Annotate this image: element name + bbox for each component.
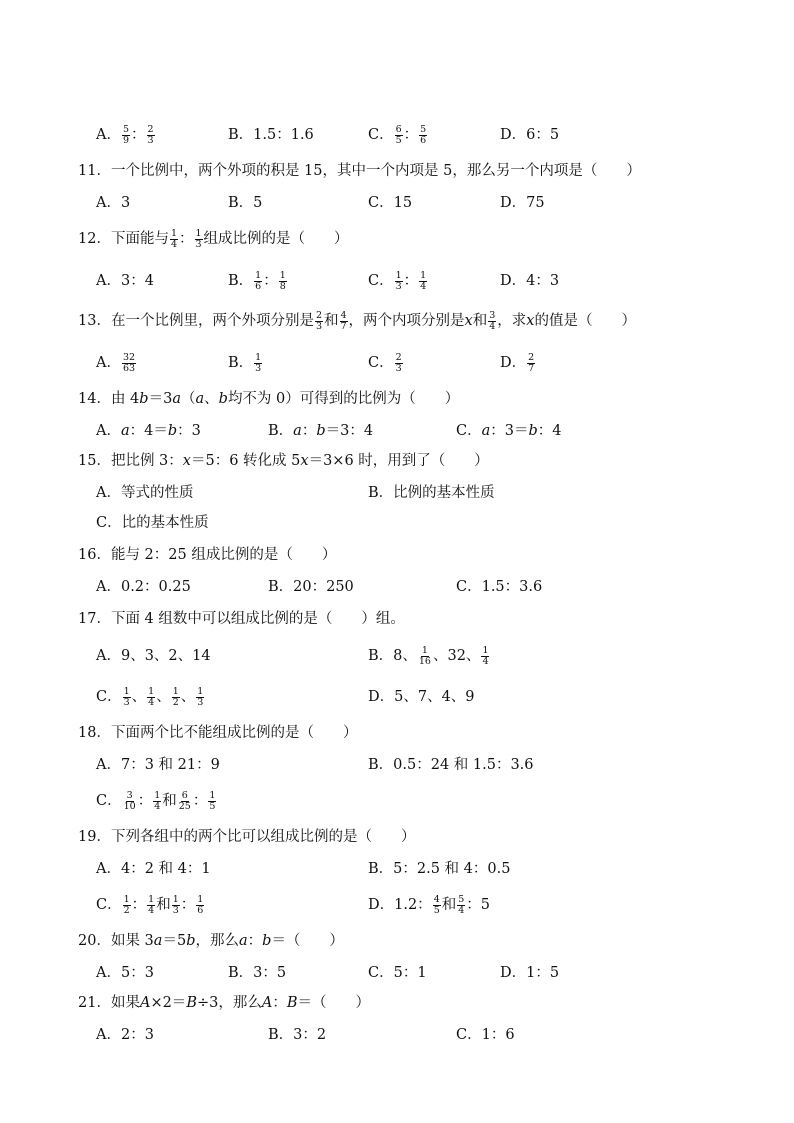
fraction-denominator: 16 (418, 655, 431, 667)
answer-option (96, 478, 193, 508)
fraction-denominator: 3 (395, 280, 402, 292)
fraction-numerator: 6 (395, 123, 402, 135)
text-run: 20．如果 3 (78, 933, 154, 949)
text-run: A．3 (96, 195, 131, 211)
fraction (527, 353, 535, 374)
question-text (78, 822, 415, 852)
text-run: ：3＝ (490, 423, 529, 439)
fraction-denominator: 3 (395, 362, 402, 374)
fraction (196, 895, 204, 916)
fraction-numerator: 1 (395, 269, 402, 281)
variable: B (186, 995, 197, 1011)
answer-option (268, 1020, 326, 1050)
text-run: ，求 (497, 313, 527, 329)
answer-option (368, 266, 428, 296)
fraction-numerator: 1 (255, 351, 262, 363)
answer-option (368, 682, 475, 712)
fraction-denominator: 4 (148, 904, 155, 916)
fraction-denominator: 3 (123, 696, 130, 708)
answer-option (96, 641, 211, 671)
fraction-numerator: 4 (340, 309, 347, 321)
fraction (170, 229, 178, 250)
text-run: 和 (162, 793, 177, 809)
question-text (78, 224, 349, 254)
text-run: C．比的基本性质 (96, 515, 209, 531)
fraction-numerator: 6 (181, 789, 188, 801)
fraction-numerator: 1 (170, 227, 177, 239)
text-run: C． (368, 273, 394, 289)
text-run: A． (96, 423, 121, 439)
fraction-numerator: 32 (122, 351, 136, 363)
text-run: 的值是（ ） (534, 313, 636, 329)
text-run: B． (228, 355, 254, 371)
question-text (78, 604, 405, 634)
text-line (0, 306, 794, 336)
fraction (153, 791, 161, 812)
fraction-denominator: 4 (170, 238, 177, 250)
text-run: A．4：2 和 4：1 (96, 861, 211, 877)
text-run: 21．如果 (78, 995, 140, 1011)
answer-option (268, 572, 354, 602)
variable: a (153, 933, 163, 949)
answer-option (96, 890, 205, 920)
text-run: D．6：5 (500, 127, 560, 143)
text-run: 19．下列各组中的两个比可以组成比例的是（ ） (78, 829, 416, 845)
fraction-numerator: 4 (433, 893, 440, 905)
fraction-denominator: 3 (197, 696, 204, 708)
fraction (457, 895, 465, 916)
variable: b (528, 423, 538, 439)
answer-option (96, 120, 156, 150)
fraction-numerator: 1 (197, 685, 204, 697)
answer-option (228, 266, 288, 296)
text-run: 、 (180, 689, 196, 705)
text-run: B．3：5 (228, 965, 287, 981)
answer-option (368, 188, 412, 218)
text-run: ＝3：4 (325, 423, 374, 439)
text-run: ： (403, 127, 419, 143)
text-run: D．75 (500, 195, 545, 211)
variable: b (167, 423, 178, 439)
text-line (0, 156, 794, 186)
answer-option (456, 416, 562, 446)
text-run: A．2：3 (96, 1027, 154, 1043)
answer-option (456, 1020, 515, 1050)
text-run: B．5：2.5 和 4：0.5 (368, 861, 511, 877)
text-line (0, 120, 794, 150)
text-run: ： (131, 897, 147, 913)
text-run: ： (272, 995, 287, 1011)
text-run: 17．下面 4 组数中可以组成比例的是（ ）组。 (78, 611, 405, 627)
fraction-denominator: 4 (154, 800, 161, 812)
answer-option (228, 120, 314, 150)
text-line (0, 446, 794, 476)
variable: b (316, 423, 326, 439)
fraction (419, 125, 427, 146)
fraction-denominator: 3 (255, 362, 262, 374)
fraction-denominator: 7 (340, 320, 347, 332)
text-run: C． (96, 793, 122, 809)
text-run: ：4 (537, 423, 562, 439)
fraction-denominator: 4 (489, 320, 496, 332)
answer-option (96, 188, 130, 218)
fraction-numerator: 2 (147, 123, 154, 135)
text-run: ： (192, 793, 208, 809)
variable: b (218, 391, 228, 407)
fraction-denominator: 63 (122, 362, 136, 374)
fraction-numerator: 1 (421, 644, 428, 656)
text-line (0, 188, 794, 218)
fraction-denominator: 9 (122, 134, 130, 146)
variable: a (481, 423, 491, 439)
text-run: ： (263, 273, 278, 289)
variable: a (293, 423, 302, 439)
fraction (122, 353, 136, 374)
text-run: C．5：1 (368, 965, 427, 981)
text-run: 15．把比例 3： (78, 453, 183, 469)
text-run: ＝5：6 转化成 5 (190, 453, 301, 469)
text-run: B． (228, 273, 254, 289)
text-run: 、 (156, 689, 171, 705)
fraction-numerator: 1 (172, 893, 179, 905)
variable: A (261, 995, 273, 1011)
text-run: ＝3 (148, 391, 173, 407)
fraction (172, 895, 180, 916)
text-run: ： (179, 231, 194, 247)
fraction-denominator: 7 (528, 362, 535, 374)
text-run: A．7：3 和 21：9 (96, 757, 220, 773)
text-run: 和 (324, 313, 339, 329)
text-run: 和 (156, 897, 171, 913)
text-run: 和 (441, 897, 457, 913)
text-run: C．15 (368, 195, 413, 211)
fraction-numerator: 1 (123, 685, 130, 697)
fraction-denominator: 4 (420, 280, 427, 292)
answer-option (96, 572, 191, 602)
answer-option (368, 348, 404, 378)
answer-option (228, 188, 262, 218)
question-text (78, 446, 489, 476)
fraction (315, 311, 323, 332)
text-run: A．9、3、2、14 (96, 648, 211, 664)
fraction-numerator: 5 (420, 123, 427, 135)
fraction (147, 895, 155, 916)
fraction-numerator: 2 (395, 351, 402, 363)
text-run: A．5：3 (96, 965, 154, 981)
fraction (123, 895, 131, 916)
text-run: A．0.2：0.25 (96, 579, 191, 595)
text-run: B． (268, 423, 294, 439)
text-line (0, 786, 794, 816)
fraction-denominator: 6 (197, 904, 204, 916)
fraction (172, 687, 180, 708)
answer-option (368, 854, 510, 884)
fraction-numerator: 1 (172, 685, 179, 697)
text-run: ：4＝ (129, 423, 168, 439)
text-run: D．5、7、4、9 (368, 689, 475, 705)
text-run: A． (96, 355, 121, 371)
text-line (0, 540, 794, 570)
text-run: C． (96, 897, 122, 913)
fraction-denominator: 4 (458, 904, 465, 916)
text-run: ＝3×6 时，用到了（ ） (308, 453, 489, 469)
answer-option (228, 958, 286, 988)
fraction (147, 687, 155, 708)
answer-option (96, 266, 154, 296)
fraction-numerator: 1 (154, 789, 161, 801)
variable: a (120, 423, 130, 439)
fraction-numerator: 1 (148, 685, 155, 697)
variable: a (172, 391, 181, 407)
text-run: B．0.5：24 和 1.5：3.6 (368, 757, 534, 773)
fraction-denominator: 6 (255, 280, 262, 292)
answer-option (96, 682, 205, 712)
text-line (0, 224, 794, 254)
text-run: ：3 (177, 423, 201, 439)
fraction (433, 895, 441, 916)
answer-option (96, 854, 211, 884)
text-line (0, 750, 794, 780)
text-run: 均不为 0）可得到的比例为（ ） (227, 391, 460, 407)
variable: b (262, 933, 272, 949)
fraction-denominator: 3 (195, 238, 202, 250)
fraction-denominator: 5 (433, 904, 440, 916)
text-line (0, 682, 794, 712)
text-line (0, 890, 794, 920)
text-run: 、32、 (432, 648, 481, 664)
variable: x (464, 313, 473, 329)
text-run: ：5 (466, 897, 491, 913)
fraction-numerator: 1 (255, 269, 262, 281)
text-run: ： (403, 273, 419, 289)
fraction (419, 271, 427, 292)
text-run: ： (247, 933, 263, 949)
fraction (481, 646, 489, 667)
fraction (196, 687, 204, 708)
text-run: 18．下面两个比不能组成比例的是（ ） (78, 725, 358, 741)
fraction-numerator: 2 (528, 351, 535, 363)
fraction-denominator: 4 (482, 655, 489, 667)
fraction (279, 271, 287, 292)
answer-option (368, 641, 490, 671)
fraction (488, 311, 496, 332)
text-run: 12．下面能与 (78, 231, 169, 247)
text-run: D．1：5 (500, 965, 560, 981)
text-run: ×2＝ (150, 995, 187, 1011)
text-line (0, 958, 794, 988)
text-run: ÷3，那么 (196, 995, 262, 1011)
answer-option (96, 1020, 154, 1050)
text-run: ： (137, 793, 153, 809)
text-line (0, 854, 794, 884)
text-line (0, 572, 794, 602)
fraction-numerator: 1 (148, 893, 155, 905)
fraction (340, 311, 348, 332)
fraction-denominator: 8 (279, 280, 286, 292)
question-text (78, 926, 344, 956)
fraction-numerator: 5 (458, 893, 465, 905)
fraction-denominator: 6 (420, 134, 427, 146)
answer-option (96, 416, 201, 446)
text-run: A． (96, 127, 121, 143)
text-run: C．1.5：3.6 (456, 579, 543, 595)
fraction (122, 125, 130, 146)
text-run: 11．一个比例中，两个外项的积是 15，其中一个内项是 5，那么另一个内项是（ ） (78, 163, 641, 179)
text-run: C． (368, 127, 394, 143)
text-run: ： (180, 897, 196, 913)
fraction (418, 646, 432, 667)
fraction (178, 791, 192, 812)
answer-option (368, 478, 495, 508)
text-run: ＝（ ） (297, 995, 370, 1011)
question-text (78, 988, 370, 1018)
text-run: B．1.5：1.6 (228, 127, 314, 143)
text-run: 13．在一个比例里，两个外项分别是 (78, 313, 314, 329)
text-line (0, 604, 794, 634)
fraction (395, 125, 403, 146)
fraction (395, 271, 403, 292)
fraction (208, 791, 216, 812)
fraction-denominator: 10 (123, 800, 136, 812)
text-run: ，两个内项分别是 (348, 313, 465, 329)
text-run: B．5 (228, 195, 263, 211)
question-text (96, 786, 217, 816)
fraction (123, 687, 131, 708)
fraction-numerator: 1 (420, 269, 427, 281)
text-run: ＝（ ） (271, 933, 344, 949)
text-run: 和 (472, 313, 488, 329)
variable: x (300, 453, 309, 469)
text-line (0, 718, 794, 748)
text-run: C． (96, 689, 122, 705)
fraction-numerator: 5 (122, 123, 130, 135)
text-run: C．1：6 (456, 1027, 515, 1043)
question-text (78, 384, 459, 414)
fraction-denominator: 5 (395, 134, 402, 146)
text-run: A．3：4 (96, 273, 154, 289)
text-run: B．3：2 (268, 1027, 327, 1043)
text-line (0, 384, 794, 414)
text-run: B．8、 (368, 648, 417, 664)
fraction (254, 353, 262, 374)
text-run: B．比例的基本性质 (368, 485, 495, 501)
answer-option (500, 120, 559, 150)
question-text (78, 156, 641, 186)
text-run: 、 (131, 689, 147, 705)
fraction-numerator: 1 (195, 227, 202, 239)
fraction (395, 353, 403, 374)
fraction-numerator: 1 (123, 893, 130, 905)
variable: A (139, 995, 151, 1011)
fraction (147, 125, 155, 146)
text-run: D． (500, 355, 527, 371)
variable: x (526, 313, 535, 329)
answer-option (268, 416, 373, 446)
answer-option (500, 958, 559, 988)
question-text (78, 540, 336, 570)
answer-option (96, 750, 220, 780)
answer-option (368, 750, 534, 780)
text-run: 14．由 4 (78, 391, 140, 407)
fraction-numerator: 3 (489, 309, 496, 321)
text-run: B．20：250 (268, 579, 354, 595)
answer-option (500, 188, 545, 218)
fraction-denominator: 4 (148, 696, 155, 708)
fraction (254, 271, 262, 292)
fraction-numerator: 3 (126, 789, 133, 801)
text-run: C． (368, 355, 394, 371)
answer-option (368, 120, 428, 150)
answer-option (368, 958, 427, 988)
fraction-denominator: 25 (178, 800, 191, 812)
text-line (0, 1020, 794, 1050)
text-line (0, 641, 794, 671)
answer-option (96, 958, 154, 988)
text-run: ＝5 (162, 933, 187, 949)
fraction-numerator: 1 (209, 789, 216, 801)
text-run: A．等式的性质 (96, 485, 194, 501)
text-line (0, 348, 794, 378)
text-run: 、 (204, 391, 219, 407)
answer-option (456, 572, 542, 602)
text-run: ： (301, 423, 317, 439)
answer-option (500, 348, 536, 378)
fraction-denominator: 2 (172, 696, 179, 708)
fraction-denominator: 2 (123, 904, 130, 916)
fraction-denominator: 3 (147, 134, 154, 146)
text-line (0, 508, 794, 538)
question-text (78, 306, 636, 336)
fraction-denominator: 3 (315, 320, 322, 332)
answer-option (228, 348, 263, 378)
answer-option (96, 348, 137, 378)
text-line (0, 988, 794, 1018)
fraction (123, 791, 137, 812)
text-run: （ (180, 391, 196, 407)
variable: b (186, 933, 196, 949)
fraction-denominator: 3 (172, 904, 179, 916)
text-run: ： (131, 127, 146, 143)
text-run: 组成比例的是（ ） (203, 231, 349, 247)
fraction-numerator: 2 (315, 309, 322, 321)
question-text (96, 508, 209, 538)
variable: x (182, 453, 191, 469)
text-line (0, 266, 794, 296)
text-run: 16．能与 2：25 组成比例的是（ ） (78, 547, 337, 563)
variable: a (238, 933, 248, 949)
text-line (0, 926, 794, 956)
question-text (78, 718, 357, 748)
answer-option (368, 890, 490, 920)
text-line (0, 416, 794, 446)
answer-option (500, 266, 559, 296)
variable: a (195, 391, 205, 407)
text-run: D．4：3 (500, 273, 560, 289)
variable: B (286, 995, 298, 1011)
text-run: C． (456, 423, 482, 439)
text-line (0, 822, 794, 852)
text-run: ，那么 (195, 933, 239, 949)
fraction-numerator: 1 (482, 644, 489, 656)
text-run: D．1.2： (368, 897, 432, 913)
fraction-denominator: 5 (209, 800, 216, 812)
fraction-numerator: 1 (279, 269, 286, 281)
text-line (0, 478, 794, 508)
fraction (195, 229, 203, 250)
variable: b (139, 391, 149, 407)
fraction-numerator: 1 (197, 893, 204, 905)
